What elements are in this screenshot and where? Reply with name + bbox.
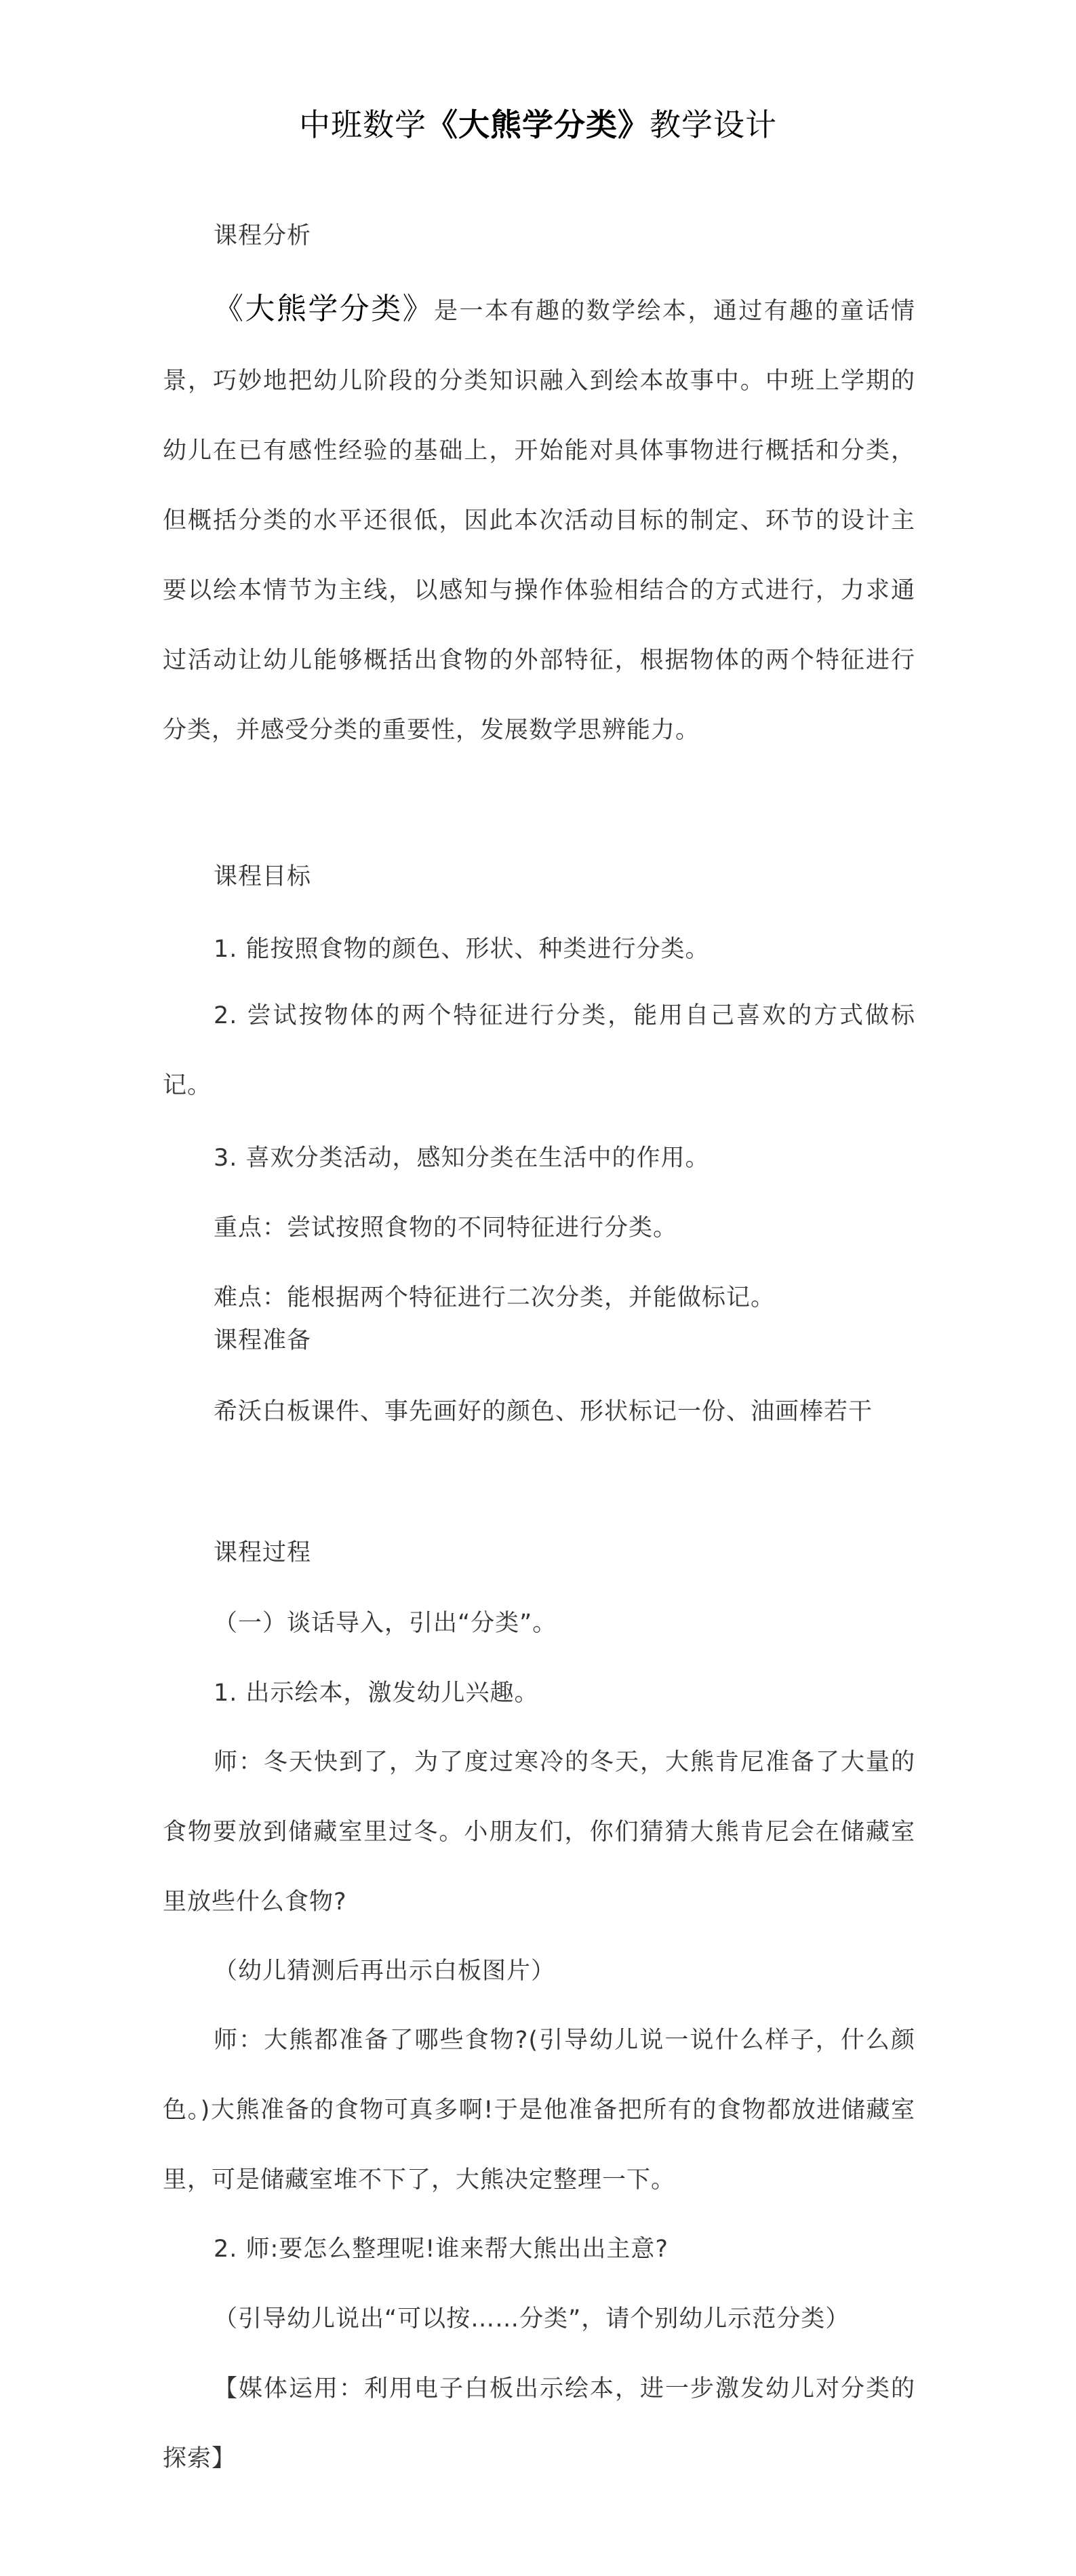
- process-section-1: （一）谈话导入，引出“分类”。: [214, 1610, 557, 1637]
- teacher-line-1: 师：冬天快到了，为了度过寒冷的冬天，大熊肯尼准备了大量的食物要放到储藏室里过冬。小朋友们，你们猜猜大熊肯尼会在储藏室里放些什么食物?: [163, 1749, 915, 1916]
- difficulty-point: 难点：能根据两个特征进行二次分类，并能做标记。: [214, 1284, 776, 1311]
- analysis-heading: 课程分析: [214, 222, 312, 250]
- page-title: [0, 100, 1076, 145]
- process-heading: 课程过程: [214, 1539, 312, 1566]
- goal-item-3: 3. 喜欢分类活动，感知分类在生活中的作用。: [214, 1145, 710, 1172]
- process-note-2: （引导幼儿说出“可以按……分类”，请个别幼儿示范分类）: [214, 2305, 850, 2333]
- media-usage-note: 【媒体运用：利用电子白板出示绘本，进一步激发幼儿对分类的探索】: [163, 2375, 915, 2472]
- preparation-text: 希沃白板课件、事先画好的颜色、形状标记一份、油画棒若干: [214, 1398, 873, 1425]
- key-point: 重点：尝试按照食物的不同特征进行分类。: [214, 1214, 678, 1242]
- title-prefix: 中班数学: [299, 106, 426, 143]
- process-note-1: （幼儿猜测后再出示白板图片）: [214, 1958, 556, 1985]
- analysis-book-name: 《大熊学分类》: [214, 292, 435, 326]
- preparation-heading: 课程准备: [214, 1327, 312, 1354]
- analysis-text: 是一本有趣的数学绘本，通过有趣的童话情景，巧妙地把幼儿阶段的分类知识融入到绘本故事中。中班上学期的幼儿在已有感性经验的基础上，开始能对具体事物进行概括和分类，但概括分类的水平还很低，因此本次活动目标的制定、环节的设计主要以绘本情节为主线，以感知与操作体验相结合的方式进行，力求通过活动让幼儿能够概括出食物的外部特征，根据物体的两个特征进行分类，并感受分类的重要性，发展数学思辨能力。: [163, 298, 915, 744]
- analysis-paragraph: [163, 274, 915, 766]
- process-step-2: 2. 师:要怎么整理呢!谁来帮大熊出出主意?: [214, 2236, 669, 2263]
- title-book-name: 《大熊学分类》: [426, 106, 650, 143]
- title-suffix: 教学设计: [650, 106, 777, 143]
- process-step-1: 1. 出示绘本，激发幼儿兴趣。: [214, 1680, 539, 1707]
- teacher-line-2: 师：大熊都准备了哪些食物?(引导幼儿说一说什么样子，什么颜色。)大熊准备的食物可真多啊!于是他准备把所有的食物都放进储藏室里，可是储藏室堆不下了，大熊决定整理一下。: [163, 2027, 915, 2194]
- goal-item-1: 1. 能按照食物的颜色、形状、种类进行分类。: [214, 936, 710, 963]
- goal-item-2: 2. 尝试按物体的两个特征进行分类，能用自己喜欢的方式做标记。: [163, 1002, 915, 1099]
- goals-heading: 课程目标: [214, 863, 312, 890]
